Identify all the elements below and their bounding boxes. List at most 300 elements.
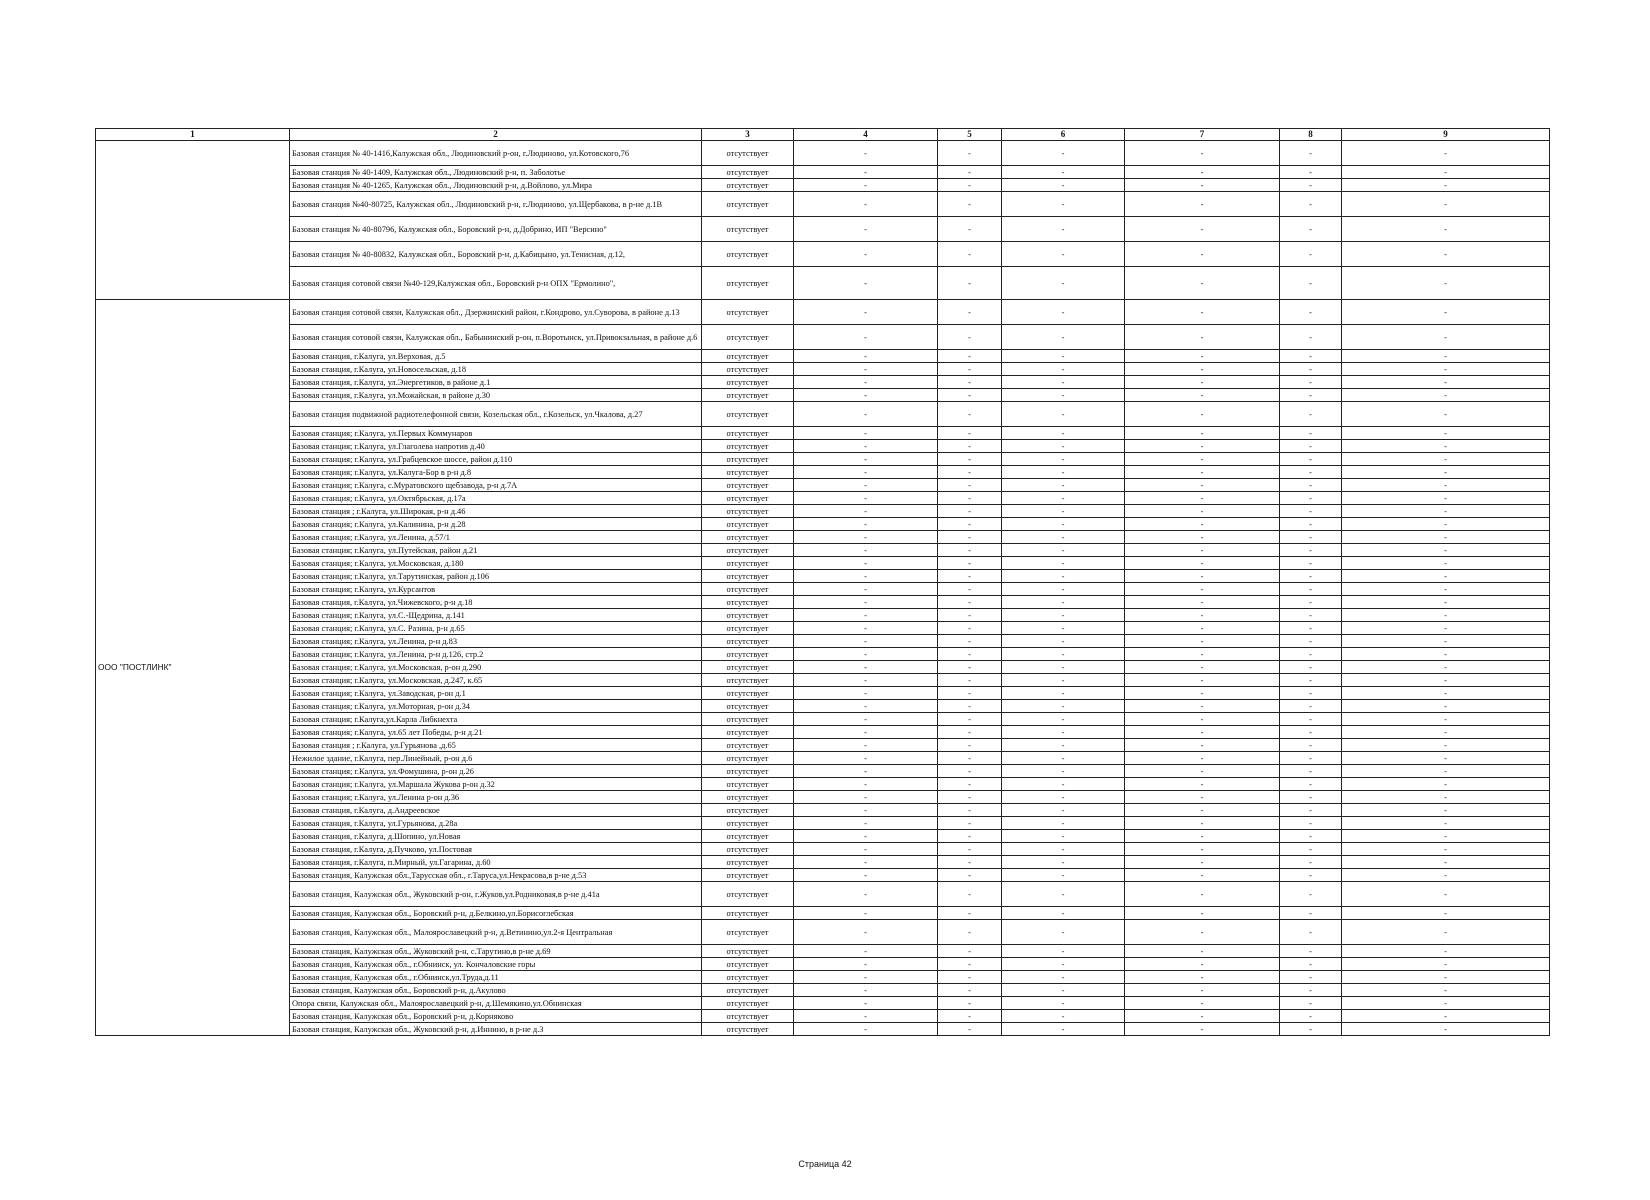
- dash-cell: -: [794, 376, 938, 389]
- dash-cell: -: [1280, 479, 1342, 492]
- dash-cell: -: [1342, 713, 1550, 726]
- address-cell: Базовая станция, г.Калуга, д.Шопино, ул.Новая: [290, 830, 702, 843]
- dash-cell: -: [1125, 739, 1280, 752]
- dash-cell: -: [1002, 267, 1125, 300]
- dash-cell: -: [1002, 518, 1125, 531]
- table-row: [96, 984, 1550, 997]
- dash-cell: -: [938, 907, 1002, 920]
- table-row: [96, 363, 1550, 376]
- dash-cell: -: [1280, 843, 1342, 856]
- table-row: [96, 453, 1550, 466]
- dash-cell: -: [938, 1010, 1002, 1023]
- dash-cell: -: [1125, 971, 1280, 984]
- dash-cell: -: [1125, 544, 1280, 557]
- dash-cell: -: [1280, 583, 1342, 596]
- status-cell: отсутствует: [702, 648, 794, 661]
- dash-cell: -: [938, 376, 1002, 389]
- dash-cell: -: [1280, 242, 1342, 267]
- address-cell: Базовая станция № 40-1416,Калужская обл., Людиновский р-он, г.Людиново, ул.Котовского,76: [290, 141, 702, 166]
- dash-cell: -: [938, 958, 1002, 971]
- table-row: [96, 843, 1550, 856]
- table-row: [96, 427, 1550, 440]
- dash-cell: -: [1125, 869, 1280, 882]
- dash-cell: -: [1002, 984, 1125, 997]
- dash-cell: -: [1125, 518, 1280, 531]
- dash-cell: -: [1125, 843, 1280, 856]
- status-cell: отсутствует: [702, 427, 794, 440]
- table-row: [96, 583, 1550, 596]
- dash-cell: -: [1342, 505, 1550, 518]
- status-cell: отсутствует: [702, 907, 794, 920]
- dash-cell: -: [1342, 267, 1550, 300]
- dash-cell: -: [1342, 622, 1550, 635]
- table-row: [96, 557, 1550, 570]
- dash-cell: -: [1342, 971, 1550, 984]
- dash-cell: -: [938, 726, 1002, 739]
- dash-cell: -: [1125, 726, 1280, 739]
- dash-cell: -: [1342, 402, 1550, 427]
- dash-cell: -: [794, 920, 938, 945]
- dash-cell: -: [1280, 945, 1342, 958]
- dash-cell: -: [1125, 179, 1280, 192]
- dash-cell: -: [794, 907, 938, 920]
- dash-cell: -: [1125, 192, 1280, 217]
- dash-cell: -: [1342, 376, 1550, 389]
- table-row: [96, 544, 1550, 557]
- dash-cell: -: [794, 402, 938, 427]
- dash-cell: -: [794, 466, 938, 479]
- dash-cell: -: [1125, 376, 1280, 389]
- dash-cell: -: [1280, 726, 1342, 739]
- table-row: [96, 713, 1550, 726]
- table-row: [96, 166, 1550, 179]
- status-cell: отсутствует: [702, 376, 794, 389]
- column-number: 8: [1280, 129, 1342, 141]
- dash-cell: -: [794, 596, 938, 609]
- status-cell: отсутствует: [702, 531, 794, 544]
- dash-cell: -: [1280, 713, 1342, 726]
- address-cell: Базовая станция; г.Калуга, ул.Калинина, р-н д.28: [290, 518, 702, 531]
- dash-cell: -: [1002, 402, 1125, 427]
- dash-cell: -: [938, 557, 1002, 570]
- address-cell: Базовая станция, г.Калуга, д.Пучково, ул.Постовая: [290, 843, 702, 856]
- dash-cell: -: [938, 635, 1002, 648]
- dash-cell: -: [1002, 583, 1125, 596]
- dash-cell: -: [1342, 907, 1550, 920]
- dash-cell: -: [1280, 674, 1342, 687]
- table-row: [96, 635, 1550, 648]
- dash-cell: -: [794, 141, 938, 166]
- dash-cell: -: [1125, 778, 1280, 791]
- dash-cell: -: [794, 217, 938, 242]
- dash-cell: -: [1002, 726, 1125, 739]
- dash-cell: -: [1002, 466, 1125, 479]
- dash-cell: -: [938, 869, 1002, 882]
- dash-cell: -: [1280, 505, 1342, 518]
- dash-cell: -: [938, 882, 1002, 907]
- table-row: [96, 765, 1550, 778]
- dash-cell: -: [1002, 363, 1125, 376]
- dash-cell: -: [938, 674, 1002, 687]
- dash-cell: -: [1342, 544, 1550, 557]
- dash-cell: -: [1125, 1010, 1280, 1023]
- status-cell: отсутствует: [702, 518, 794, 531]
- dash-cell: -: [938, 479, 1002, 492]
- dash-cell: -: [1342, 804, 1550, 817]
- dash-cell: -: [794, 570, 938, 583]
- table-row: [96, 376, 1550, 389]
- dash-cell: -: [1342, 363, 1550, 376]
- dash-cell: -: [938, 713, 1002, 726]
- table-row: [96, 350, 1550, 363]
- dash-cell: -: [938, 466, 1002, 479]
- status-cell: отсутствует: [702, 945, 794, 958]
- column-number: 6: [1002, 129, 1125, 141]
- dash-cell: -: [1125, 583, 1280, 596]
- column-number: 5: [938, 129, 1002, 141]
- dash-cell: -: [794, 984, 938, 997]
- table-row: [96, 242, 1550, 267]
- dash-cell: -: [1280, 856, 1342, 869]
- dash-cell: -: [1280, 648, 1342, 661]
- address-cell: Базовая станция, г.Калуга, ул.Можайская, в районе д.30: [290, 389, 702, 402]
- dash-cell: -: [1002, 752, 1125, 765]
- table-row: [96, 907, 1550, 920]
- dash-cell: -: [1280, 376, 1342, 389]
- dash-cell: -: [1280, 997, 1342, 1010]
- table-row: [96, 997, 1550, 1010]
- dash-cell: -: [1125, 635, 1280, 648]
- address-cell: Базовая станция; г.Калуга, ул.Фомушина, р-он д.26: [290, 765, 702, 778]
- dash-cell: -: [938, 661, 1002, 674]
- dash-cell: -: [1125, 440, 1280, 453]
- dash-cell: -: [1280, 791, 1342, 804]
- status-cell: отсутствует: [702, 635, 794, 648]
- status-cell: отсутствует: [702, 971, 794, 984]
- dash-cell: -: [938, 192, 1002, 217]
- column-number: 7: [1125, 129, 1280, 141]
- dash-cell: -: [1342, 179, 1550, 192]
- dash-cell: -: [1125, 817, 1280, 830]
- status-cell: отсутствует: [702, 596, 794, 609]
- dash-cell: -: [938, 583, 1002, 596]
- dash-cell: -: [1280, 752, 1342, 765]
- table-row: [96, 1010, 1550, 1023]
- table-row: [96, 389, 1550, 402]
- dash-cell: -: [1280, 363, 1342, 376]
- dash-cell: -: [1342, 141, 1550, 166]
- dash-cell: -: [1002, 350, 1125, 363]
- table-row: [96, 179, 1550, 192]
- dash-cell: -: [1280, 609, 1342, 622]
- dash-cell: -: [794, 830, 938, 843]
- dash-cell: -: [1125, 622, 1280, 635]
- page-number: Страница 42: [798, 1159, 852, 1169]
- dash-cell: -: [794, 166, 938, 179]
- table-row: [96, 971, 1550, 984]
- dash-cell: -: [1342, 830, 1550, 843]
- dash-cell: -: [794, 389, 938, 402]
- table-row: [96, 945, 1550, 958]
- dash-cell: -: [1125, 402, 1280, 427]
- dash-cell: -: [1280, 622, 1342, 635]
- dash-cell: -: [1280, 389, 1342, 402]
- dash-cell: -: [1342, 700, 1550, 713]
- dash-cell: -: [1280, 141, 1342, 166]
- dash-cell: -: [938, 325, 1002, 350]
- address-cell: Базовая станция № 40-80796, Калужская обл., Боровский р-н, д.Добрино, ИП "Версино": [290, 217, 702, 242]
- dash-cell: -: [794, 440, 938, 453]
- dash-cell: -: [1342, 778, 1550, 791]
- address-cell: Базовая станция; г.Калуга, с.Муратовского щебзавода, р-н д.7А: [290, 479, 702, 492]
- status-cell: отсутствует: [702, 609, 794, 622]
- dash-cell: -: [938, 300, 1002, 325]
- dash-cell: -: [794, 1010, 938, 1023]
- dash-cell: -: [938, 817, 1002, 830]
- dash-cell: -: [1125, 945, 1280, 958]
- dash-cell: -: [1125, 557, 1280, 570]
- dash-cell: -: [1002, 1023, 1125, 1036]
- dash-cell: -: [1280, 687, 1342, 700]
- address-cell: Базовая станция, г.Калуга, п.Мирный, ул.Гагарина, д.60: [290, 856, 702, 869]
- table-row: [96, 402, 1550, 427]
- address-cell: Базовая станция; г.Калуга, ул.Ленина, р-н д.83: [290, 635, 702, 648]
- dash-cell: -: [1342, 1023, 1550, 1036]
- table-row: [96, 791, 1550, 804]
- table-row: [96, 267, 1550, 300]
- address-cell: Базовая станция, Калужская обл., Боровский р-н, д.Корняково: [290, 1010, 702, 1023]
- table-row: [96, 192, 1550, 217]
- dash-cell: -: [1002, 492, 1125, 505]
- table-row: [96, 492, 1550, 505]
- dash-cell: -: [794, 817, 938, 830]
- dash-cell: -: [1280, 492, 1342, 505]
- dash-cell: -: [938, 492, 1002, 505]
- table-row: [96, 882, 1550, 907]
- dash-cell: -: [1125, 1023, 1280, 1036]
- dash-cell: -: [1342, 466, 1550, 479]
- dash-cell: -: [1125, 492, 1280, 505]
- dash-cell: -: [938, 765, 1002, 778]
- address-cell: Базовая станция ; г.Калуга, ул.Широкая, р-н д.46: [290, 505, 702, 518]
- address-cell: Базовая станция сотовой связи, Калужская обл., Бабынинский р-он, п.Воротынск, ул.Привокзальная, в районе д.6: [290, 325, 702, 350]
- dash-cell: -: [938, 1023, 1002, 1036]
- dash-cell: -: [1002, 1010, 1125, 1023]
- dash-cell: -: [938, 531, 1002, 544]
- status-cell: отсутствует: [702, 192, 794, 217]
- dash-cell: -: [938, 596, 1002, 609]
- dash-cell: -: [1342, 843, 1550, 856]
- table-row: [96, 869, 1550, 882]
- dash-cell: -: [1342, 765, 1550, 778]
- dash-cell: -: [1002, 674, 1125, 687]
- address-cell: Базовая станция №40-80725, Калужская обл., Людиновский р-н, г.Людиново, ул.Щербакова, в р-не д.1В: [290, 192, 702, 217]
- dash-cell: -: [1002, 300, 1125, 325]
- dash-cell: -: [938, 427, 1002, 440]
- address-cell: Базовая станция, г.Калуга, ул.Энергетиков, в районе д.1: [290, 376, 702, 389]
- dash-cell: -: [794, 325, 938, 350]
- dash-cell: -: [1125, 997, 1280, 1010]
- dash-cell: -: [794, 427, 938, 440]
- dash-cell: -: [1125, 713, 1280, 726]
- dash-cell: -: [938, 389, 1002, 402]
- dash-cell: -: [1002, 958, 1125, 971]
- dash-cell: -: [938, 622, 1002, 635]
- table-row: [96, 325, 1550, 350]
- address-cell: Базовая станция, Калужская обл., Боровский р-н, д.Белкино,ул.Борисоглебская: [290, 907, 702, 920]
- dash-cell: -: [794, 674, 938, 687]
- dash-cell: -: [794, 622, 938, 635]
- address-cell: Базовая станция № 40-1265, Калужская обл., Людиновский р-н, д.Войлово, ул.Мира: [290, 179, 702, 192]
- dash-cell: -: [1280, 166, 1342, 179]
- dash-cell: -: [1002, 869, 1125, 882]
- dash-cell: -: [1342, 217, 1550, 242]
- dash-cell: -: [1002, 791, 1125, 804]
- dash-cell: -: [794, 765, 938, 778]
- dash-cell: -: [1342, 1010, 1550, 1023]
- status-cell: отсутствует: [702, 300, 794, 325]
- dash-cell: -: [1280, 1010, 1342, 1023]
- dash-cell: -: [1002, 544, 1125, 557]
- dash-cell: -: [1002, 830, 1125, 843]
- dash-cell: -: [1342, 557, 1550, 570]
- dash-cell: -: [1125, 882, 1280, 907]
- dash-cell: -: [794, 192, 938, 217]
- status-cell: отсутствует: [702, 778, 794, 791]
- status-cell: отсутствует: [702, 479, 794, 492]
- dash-cell: -: [794, 713, 938, 726]
- dash-cell: -: [1280, 804, 1342, 817]
- organization-cell: ООО "ПОСТЛИНК": [96, 300, 290, 1036]
- dash-cell: -: [1125, 907, 1280, 920]
- dash-cell: -: [1125, 958, 1280, 971]
- dash-cell: -: [938, 984, 1002, 997]
- dash-cell: -: [1280, 984, 1342, 997]
- dash-cell: -: [1125, 242, 1280, 267]
- dash-cell: -: [1125, 453, 1280, 466]
- dash-cell: -: [938, 920, 1002, 945]
- dash-cell: -: [1002, 531, 1125, 544]
- dash-cell: -: [1342, 427, 1550, 440]
- table-row: [96, 700, 1550, 713]
- dash-cell: -: [1342, 739, 1550, 752]
- address-cell: Базовая станция, г.Калуга, ул.Новосельская, д.18: [290, 363, 702, 376]
- dash-cell: -: [1002, 907, 1125, 920]
- dash-cell: -: [938, 518, 1002, 531]
- dash-cell: -: [938, 544, 1002, 557]
- status-cell: отсутствует: [702, 402, 794, 427]
- dash-cell: -: [1280, 325, 1342, 350]
- address-cell: Базовая станция, Калужская обл., Жуковский р-он, г.Жуков,ул.Родниковая,в р-не д.41а: [290, 882, 702, 907]
- dash-cell: -: [1002, 856, 1125, 869]
- dash-cell: -: [1280, 765, 1342, 778]
- dash-cell: -: [1342, 661, 1550, 674]
- dash-cell: -: [1002, 739, 1125, 752]
- dash-cell: -: [1342, 984, 1550, 997]
- status-cell: отсутствует: [702, 325, 794, 350]
- column-number: 9: [1342, 129, 1550, 141]
- dash-cell: -: [938, 570, 1002, 583]
- dash-cell: -: [1125, 141, 1280, 166]
- status-cell: отсутствует: [702, 817, 794, 830]
- table-row: [96, 622, 1550, 635]
- table-row: [96, 518, 1550, 531]
- dash-cell: -: [794, 726, 938, 739]
- dash-cell: -: [1002, 804, 1125, 817]
- dash-cell: -: [1125, 609, 1280, 622]
- dash-cell: -: [1002, 765, 1125, 778]
- dash-cell: -: [794, 997, 938, 1010]
- dash-cell: -: [794, 791, 938, 804]
- dash-cell: -: [1125, 596, 1280, 609]
- dash-cell: -: [1125, 350, 1280, 363]
- status-cell: отсутствует: [702, 752, 794, 765]
- table-row: [96, 958, 1550, 971]
- dash-cell: -: [938, 945, 1002, 958]
- dash-cell: -: [1002, 217, 1125, 242]
- dash-cell: -: [1125, 804, 1280, 817]
- dash-cell: -: [1280, 971, 1342, 984]
- status-cell: отсутствует: [702, 791, 794, 804]
- dash-cell: -: [794, 958, 938, 971]
- dash-cell: -: [1342, 958, 1550, 971]
- column-number: 1: [96, 129, 290, 141]
- status-cell: отсутствует: [702, 856, 794, 869]
- dash-cell: -: [1342, 166, 1550, 179]
- address-cell: Базовая станция № 40-80832, Калужская обл., Боровский р-н, д.Кабицыно, ул.Тенисная, д.12,: [290, 242, 702, 267]
- dash-cell: -: [1280, 869, 1342, 882]
- address-cell: Базовая станция; г.Калуга, ул.Калуга-Бор в р-н д.8: [290, 466, 702, 479]
- status-cell: отсутствует: [702, 389, 794, 402]
- table-row: [96, 1023, 1550, 1036]
- address-cell: Базовая станция ; г.Калуга, ул.Гурьянова ,д.65: [290, 739, 702, 752]
- address-cell: Базовая станция; г.Калуга, ул.Ленина, д.57/1: [290, 531, 702, 544]
- address-cell: Опора связи, Калужская обл., Малоярославецкий р-н, д.Шемякино,ул.Обнинская: [290, 997, 702, 1010]
- dash-cell: -: [1342, 817, 1550, 830]
- status-cell: отсутствует: [702, 267, 794, 300]
- dash-cell: -: [794, 648, 938, 661]
- dash-cell: -: [1125, 531, 1280, 544]
- dash-cell: -: [794, 971, 938, 984]
- dash-cell: -: [1002, 997, 1125, 1010]
- dash-cell: -: [1280, 596, 1342, 609]
- dash-cell: -: [1342, 570, 1550, 583]
- dash-cell: -: [1280, 350, 1342, 363]
- dash-cell: -: [1002, 479, 1125, 492]
- dash-cell: -: [1125, 984, 1280, 997]
- status-cell: отсутствует: [702, 440, 794, 453]
- dash-cell: -: [1002, 427, 1125, 440]
- dash-cell: -: [1342, 687, 1550, 700]
- status-cell: отсутствует: [702, 544, 794, 557]
- dash-cell: -: [1125, 700, 1280, 713]
- dash-cell: -: [938, 739, 1002, 752]
- dash-cell: -: [1125, 466, 1280, 479]
- dash-cell: -: [794, 179, 938, 192]
- dash-cell: -: [1002, 843, 1125, 856]
- address-cell: Базовая станция, Калужская обл., Жуковский р-н, с.Тарутино,в р-не д.69: [290, 945, 702, 958]
- dash-cell: -: [1342, 648, 1550, 661]
- dash-cell: -: [1002, 713, 1125, 726]
- status-cell: отсутствует: [702, 997, 794, 1010]
- address-cell: Базовая станция; г.Калуга, ул.Грабцевское шоссе, район д.110: [290, 453, 702, 466]
- dash-cell: -: [1280, 453, 1342, 466]
- dash-cell: -: [794, 242, 938, 267]
- dash-cell: -: [1125, 267, 1280, 300]
- dash-cell: -: [1342, 300, 1550, 325]
- address-cell: Базовая станция, Калужская обл.,Тарусская обл., г.Таруса,ул.Некрасова,в р-не д.53: [290, 869, 702, 882]
- address-cell: Базовая станция; г.Калуга, ул.Московская, д.180: [290, 557, 702, 570]
